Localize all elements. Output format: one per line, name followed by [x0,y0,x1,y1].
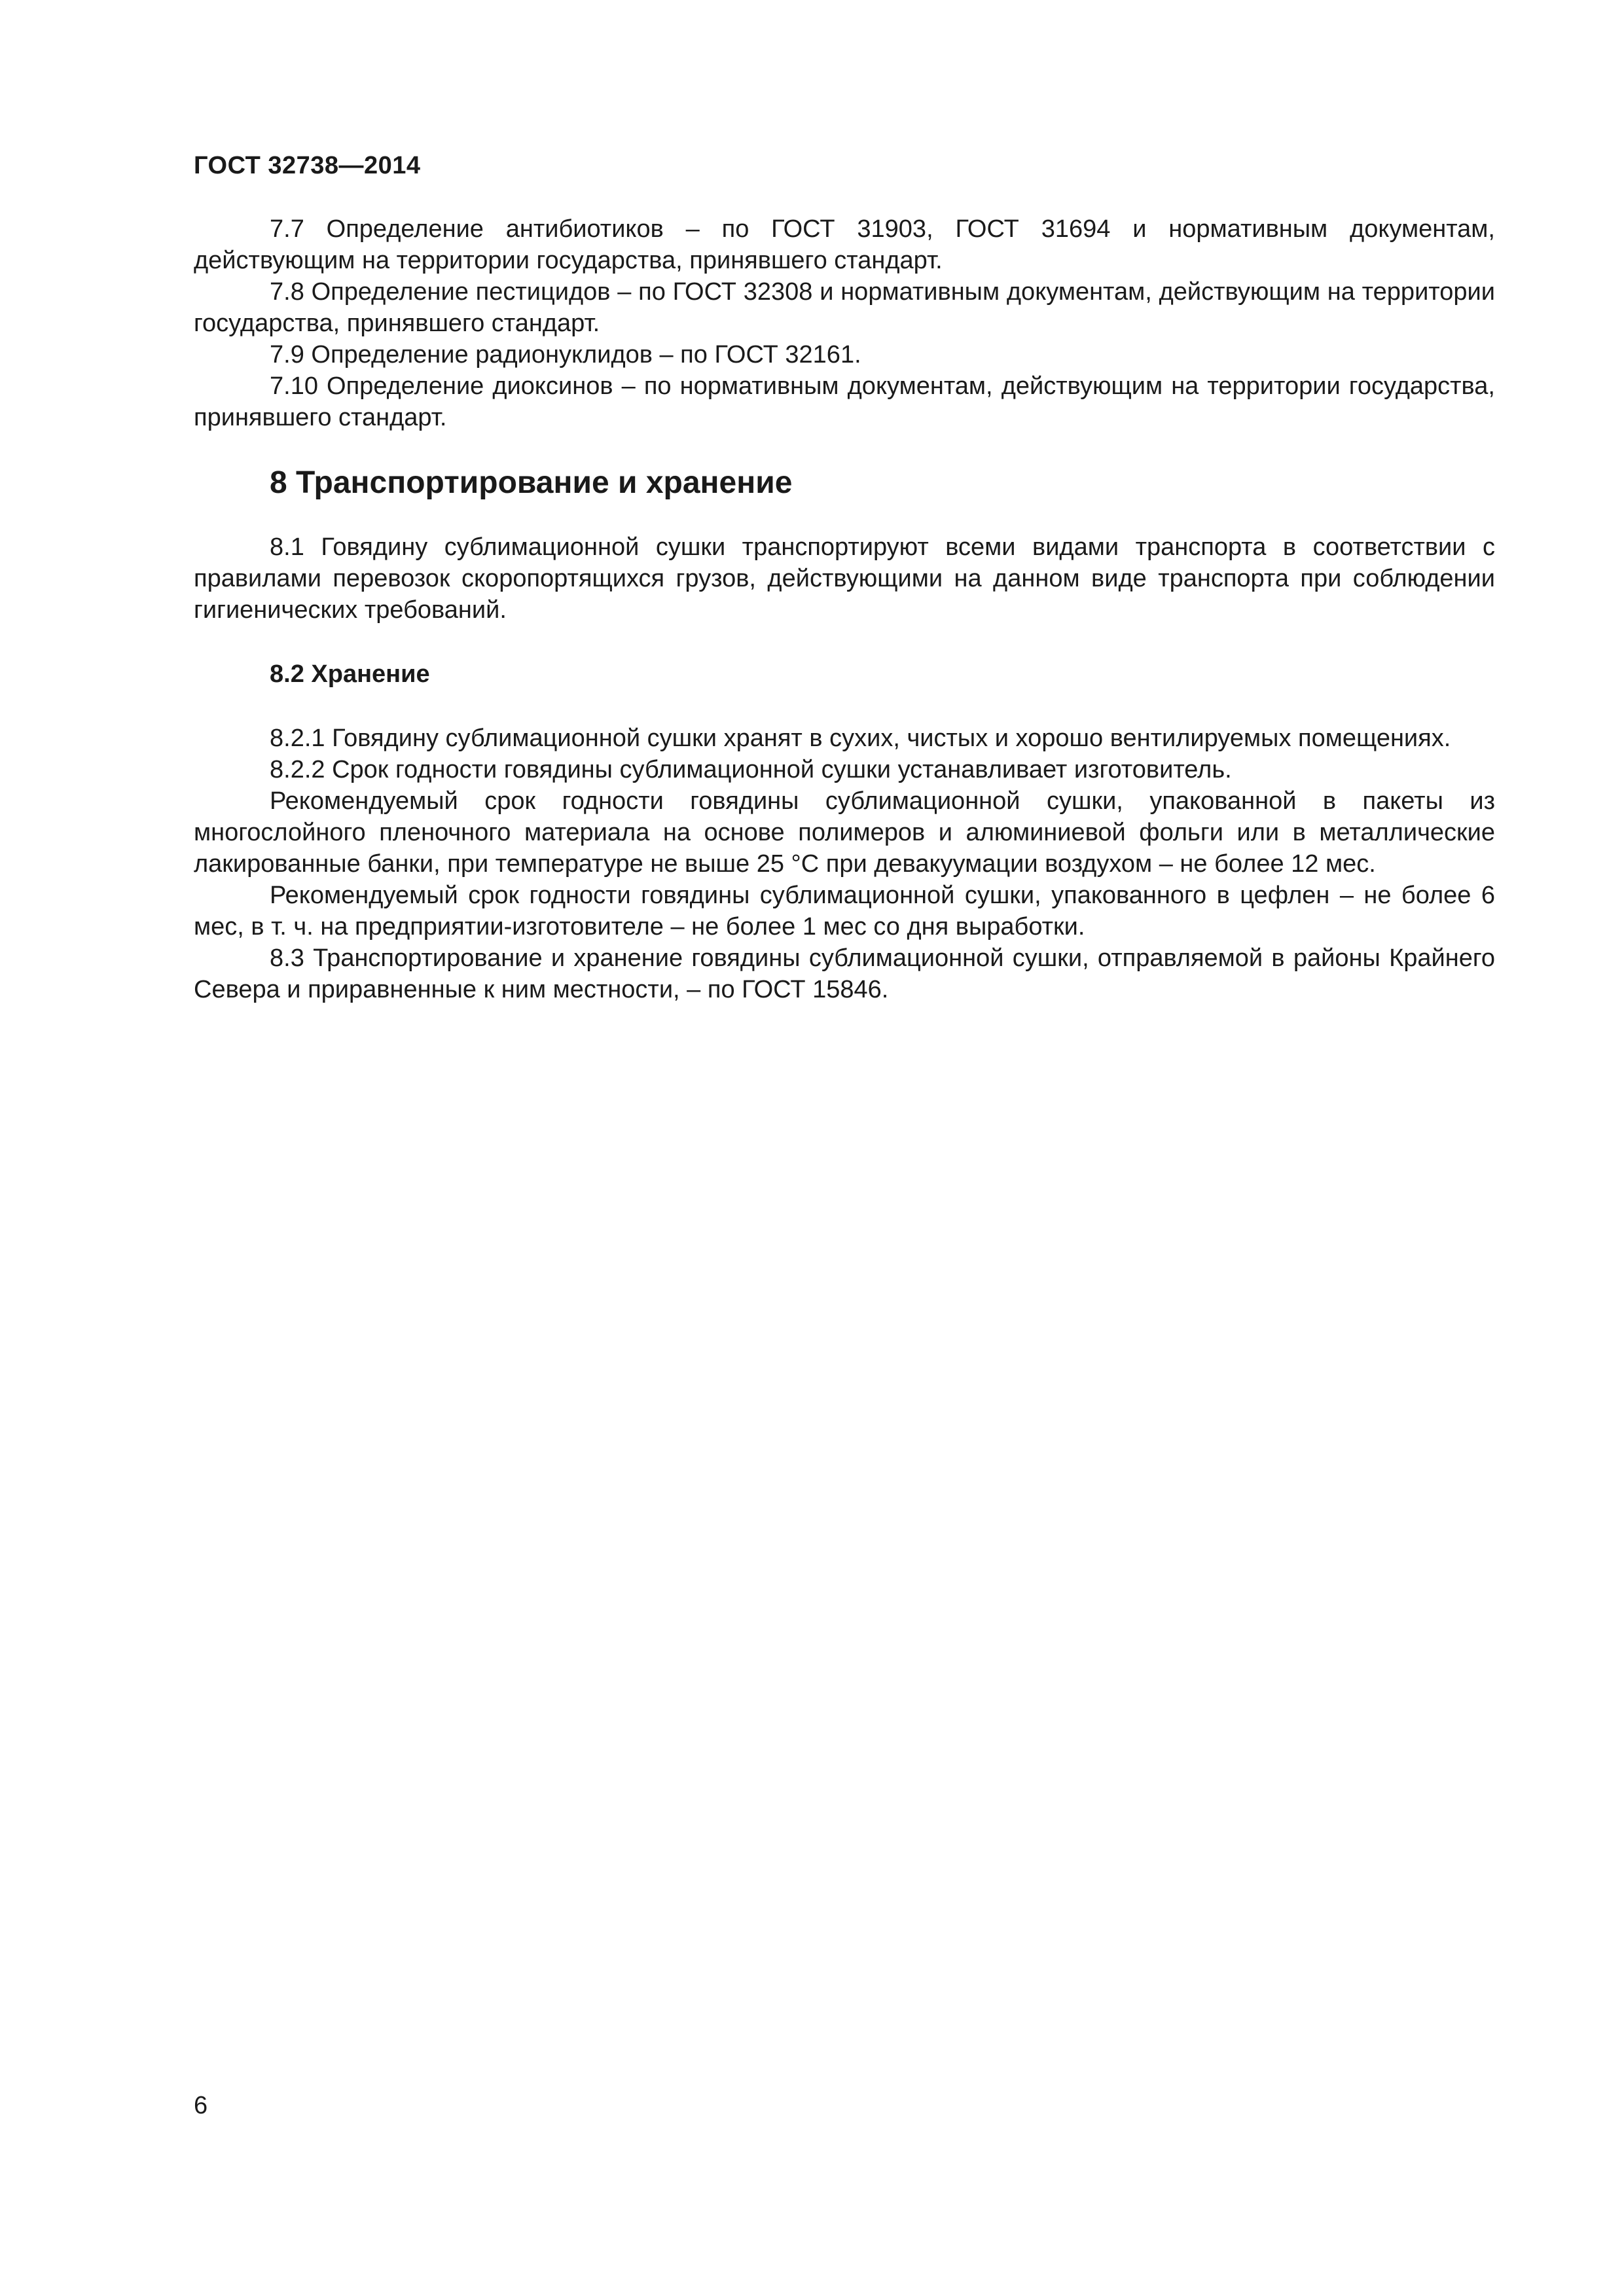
paragraph-7-10: 7.10 Определение диоксинов – по нормативным документам, действующим на территории государства, принявшего стандарт. [194,372,1495,431]
paragraph-recommended-shelf-life-packets: Рекомендуемый срок годности говядины сублимационной сушки, упакованной в пакеты из многослойного пленочного материала на основе полимеров и алюминиевой фольги или в металлические лакированные банки, при температуре не выше 25 °С при девакуумации воздухом – не более 12 мес. [194,787,1495,878]
paragraph-8-2-2: 8.2.2 Срок годности говядины сублимационной сушки устанавливает изготовитель. [270,756,1232,783]
paragraph-7-9: 7.9 Определение радионуклидов – по ГОСТ 32161. [270,341,861,368]
page-number: 6 [194,2092,208,2119]
paragraph-recommended-shelf-life-ceflen: Рекомендуемый срок годности говядины сублимационной сушки, упакованного в цефлен – не более 6 мес, в т. ч. на предприятии-изготовителе – не более 1 мес со дня выработки. [194,882,1495,941]
subsection-8-2-title: 8.2 Хранение [270,660,430,688]
paragraph-7-7: 7.7 Определение антибиотиков – по ГОСТ 31903, ГОСТ 31694 и нормативным документам, действующим на территории государства, принявшего стандарт. [194,215,1495,274]
section-8-title: 8 Транспортирование и хранение [270,465,793,500]
paragraph-8-1: 8.1 Говядину сублимационной сушки транспортируют всеми видами транспорта в соответствии с правилами перевозок скоропортящихся грузов, действующими на данном виде транспорта при соблюдении гигиенических требований. [194,533,1495,624]
paragraph-8-2-1: 8.2.1 Говядину сублимационной сушки хранят в сухих, чистых и хорошо вентилируемых помещениях. [270,725,1451,752]
standard-header: ГОСТ 32738—2014 [194,152,421,179]
paragraph-7-8: 7.8 Определение пестицидов – по ГОСТ 32308 и нормативным документам, действующим на территории государства, принявшего стандарт. [194,278,1495,337]
document-body [194,213,1495,1005]
paragraph-8-3: 8.3 Транспортирование и хранение говядины сублимационной сушки, отправляемой в районы Крайнего Севера и приравненные к ним местности, – по ГОСТ 15846. [194,944,1495,1003]
